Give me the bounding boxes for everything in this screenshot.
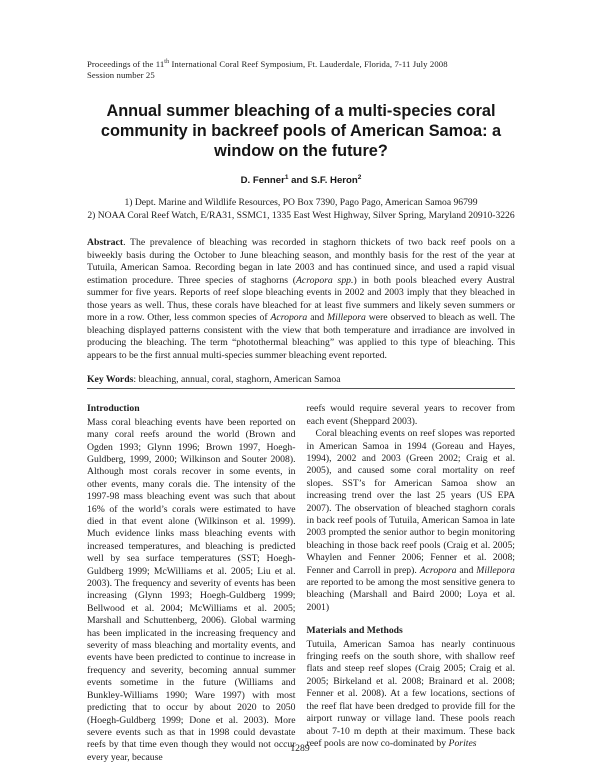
running-head [87, 59, 515, 82]
affiliation-line-1: 1) Dept. Marine and Wildlife Resources, PO Box 7390, Pago Pago, American Samoa 96799 [124, 196, 478, 208]
keywords-label: Key Words [87, 374, 134, 386]
introduction-paragraph-left: Mass coral bleaching events have been reported on many coral reefs around the world (Brown and Ogden 1993; Glynn 1996; Brown 1997, Hoegh-Guldberg, 1999, 2000; Wilkinson and Souter 2008). Although most corals recover in some events, in other events, many corals die. The intensity of the 1997-98 mass bleaching event was such that about 16% of the world’s corals were estimated to have died in that event alone (Wilkinson et al. 1999). Much evidence links mass bleaching events with increased temperatures, and bleaching is predicted well by sea surface temperatures (SST; Hoegh-Guldberg 1999; McWilliams et al. 2005; Liu et al. 2003). The frequency and severity of events has been increasing (Glynn 1993; Hoegh-Guldberg 1999; Bellwood et al. 2004; McWilliams et al. 2005; Marshall and Schuttenberg, 2006). Global warming has been implicated in the increasing frequency and severity of mass bleaching and mortality events, and events have been predicted to continue to increase in frequency and severity, becoming annual summer events sometime in the future (Williams and Bunkley-Williams 1990; Ware 1997) with most predicting that to occur by about 2020 to 2050 (Hoegh-Guldberg 1999; Done et al. 2003). More severe events such as that in 1998 could devastate reefs by that time even though they would not occur every year, because [87, 416, 296, 763]
abstract-label: Abstract [87, 237, 124, 249]
keywords-text: : bleaching, annual, coral, staghorn, American Samoa [133, 374, 341, 386]
abstract-paragraph [87, 237, 515, 362]
proceedings-line: Proceedings of the 11th International Coral Reef Symposium, Ft. Lauderdale, Florida, 7-11 July 2008 [87, 59, 448, 69]
column-left [87, 403, 296, 764]
session-number-line: Session number 25 [87, 70, 155, 81]
section-heading-introduction: Introduction [87, 403, 140, 415]
keywords-divider [87, 388, 515, 389]
page-number: 1289 [290, 743, 310, 754]
section-heading-methods: Materials and Methods [306, 625, 403, 637]
affiliations-block [87, 197, 515, 222]
authors-line: D. Fenner$^1$ and S.F. Heron$^2$ [240, 173, 362, 186]
introduction-paragraph-right-continuation: reefs would require several years to recover from each event (Sheppard 2003). [306, 403, 515, 427]
abstract-text: . The prevalence of bleaching was recorded in staghorn thickets of two back reef pools on a biweekly basis during the October to June bleaching season, and monthly basis for the rest of the year at Tutuila, American Samoa. Recording began in late 2003 and has continued since, and used a rapid visual estimation procedure. Three species of staghorns (Acropora spp.) in both pools bleached every Austral summer for five years. Reports of reef slope bleaching events in 2002 and 2003 imply that they bleached in those years as well. Thus, these corals have bleached for at least five summers and likely seven summers or more in a row. Other, less common species of Acropora and Millepora were observed to bleach as well. The bleaching displayed patterns consistent with the view that both temperature and irradiance are involved in producing the bleaching. The term “photothermal bleaching” was applied to this type of bleaching. This appears to be the first annual multi-species summer bleaching event reported. [87, 237, 515, 361]
methods-paragraph: Tutuila, American Samoa has nearly continuous fringing reefs on the south shore, with shallow reef flats and steep reef slopes (Craig 2005; Craig et al. 2005; Birkeland et al. 2008; Brainard et al. 2008; Fenner et al. 2008). At a few locations, sections of the reef flat have been dredged to provide fill for the airport runway or village land. These pools reach about 7-10 m depth at their maximum. These back reef pools are now co-dominated by Porites [306, 638, 515, 749]
affiliation-line-2: 2) NOAA Coral Reef Watch, E/RA31, SSMC1, 1335 East West Highway, Silver Spring, Maryland 20910-3226 [87, 209, 515, 221]
paper-title: Annual summer bleaching of a multi-species coral community in backreef pools of American Samoa: a window on the future? [100, 101, 502, 161]
two-column-body [87, 403, 515, 764]
keywords-line [87, 374, 515, 385]
column-right [307, 403, 516, 764]
introduction-paragraph-right-2: Coral bleaching events on reef slopes was reported in American Samoa in 1994 (Goreau and Hayes, 1994), 2002 and 2003 (Green 2002; Craig et al. 2005), and caused some coral mortality on reef slopes. SST’s for American Samoa show an increasing trend over the last 25 years (US EPA 2007). The observation of bleached staghorn corals in back reef pools of Tutuila, American Samoa in late 2003 prompted the senior author to begin monitoring bleaching in those back reef pools (Craig et al. 2005; Whaylen and Fenner 2006; Fenner et al. 2008; Fenner and Carroll in prep). Acropora and Millepora are reported to be among the most sensitive genera to bleaching (Marshall and Baird 2000; Loya et al. 2001) [306, 428, 515, 613]
